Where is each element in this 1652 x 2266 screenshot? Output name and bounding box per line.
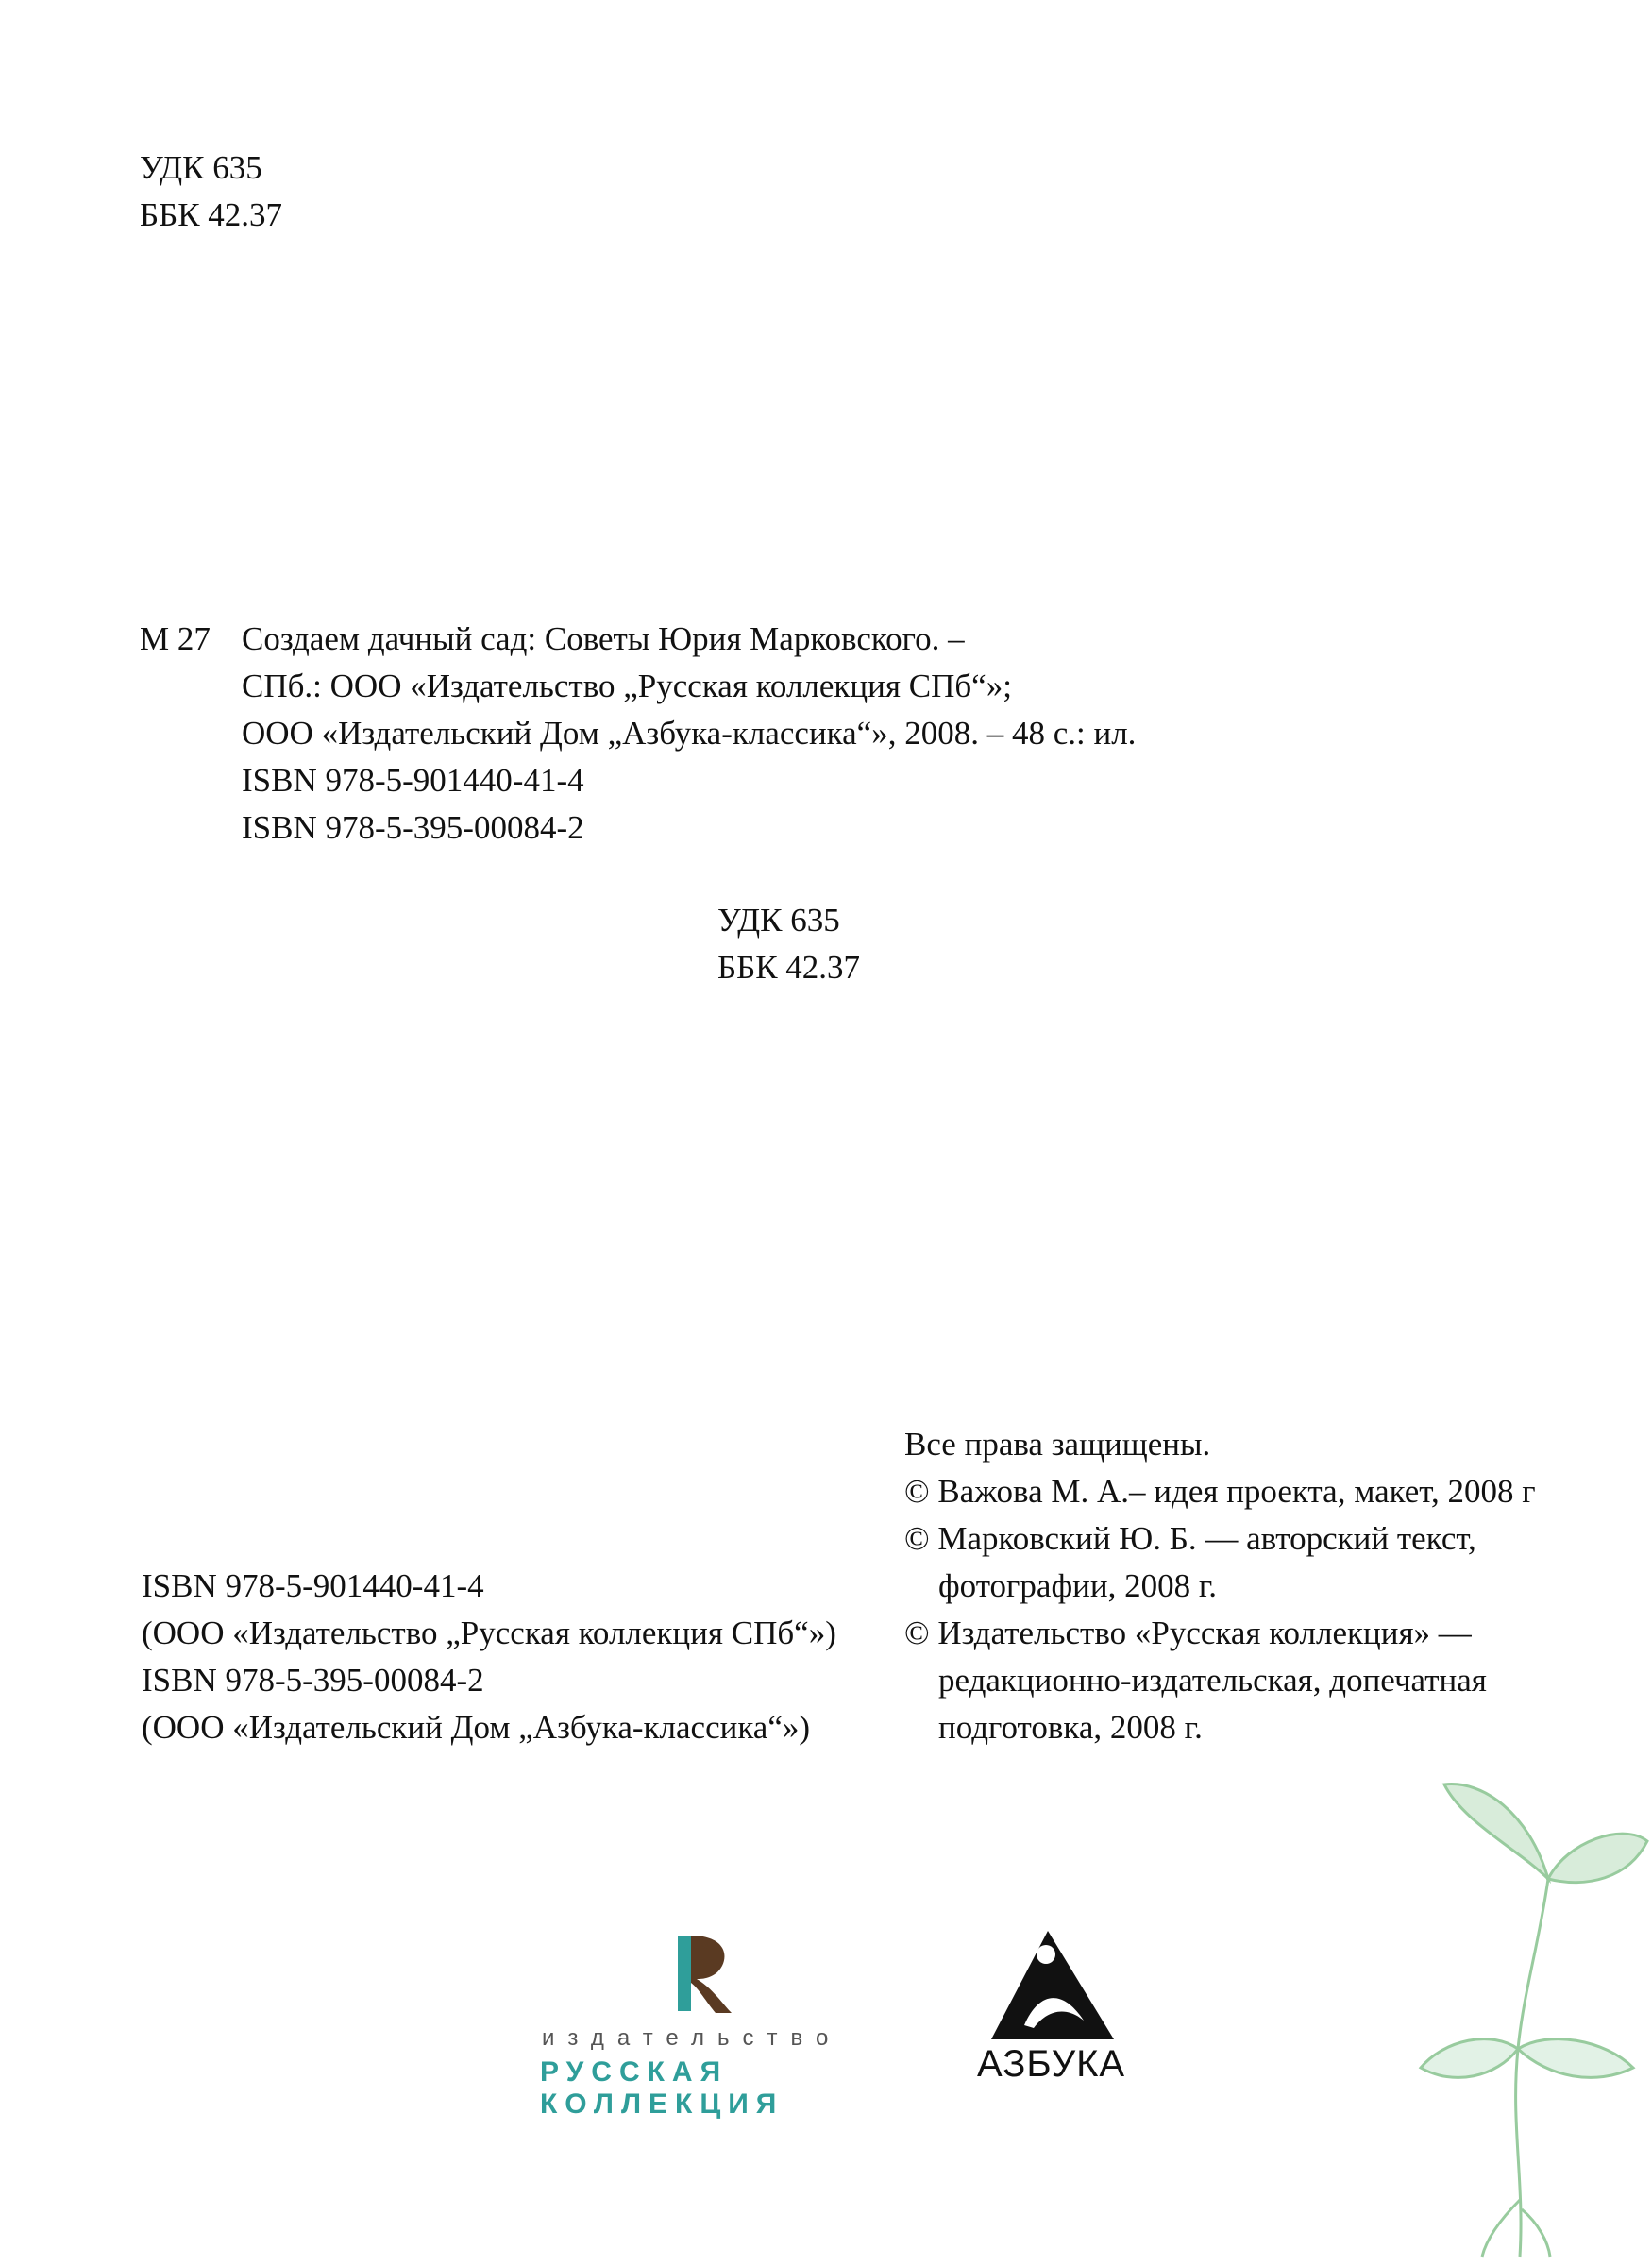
copyright-line: © Издательство «Русская коллекция» —: [904, 1615, 1472, 1651]
rk-big-text: РУССКАЯ КОЛЛЕКЦИЯ: [540, 2056, 784, 2120]
copyright-line: редакционно-издательская, допечатная: [938, 1662, 1487, 1699]
udk-bbk-top: [140, 144, 282, 239]
russkaya-kollektsiya-logo: [529, 1926, 887, 2120]
udk-code: УДК 635: [140, 149, 262, 186]
r-logo-icon: [529, 1926, 887, 2030]
copyright-line: подготовка, 2008 г.: [938, 1709, 1203, 1746]
bbk-code: ББК 42.37: [717, 949, 861, 986]
udk-code: УДК 635: [717, 902, 840, 939]
publisher-line: (ООО «Издательский Дом „Азбука-классика“»): [142, 1709, 811, 1746]
entry-isbn: ISBN 978-5-901440-41-4: [242, 762, 584, 799]
entry-line: ООО «Издательский Дом „Азбука-классика“», 2008. – 48 с.: ил.: [242, 715, 1137, 752]
copyright-line: фотографии, 2008 г.: [938, 1567, 1217, 1604]
udk-bbk-middle: [717, 897, 860, 991]
azbuka-logo: [972, 1926, 1133, 2096]
isbn-line: ISBN 978-5-901440-41-4: [142, 1567, 484, 1604]
copyright-line: © Важова М. А.– идея проекта, макет, 2008 г: [904, 1473, 1536, 1510]
azbuka-text: АЗБУКА: [977, 2043, 1126, 2085]
azbuka-triangle-icon: [972, 1926, 1133, 2044]
bbk-code: ББК 42.37: [140, 196, 283, 233]
isbn-line: ISBN 978-5-395-00084-2: [142, 1662, 484, 1699]
copyright-block: [904, 1421, 1536, 1751]
all-rights-reserved: Все права защищены.: [904, 1426, 1211, 1463]
seedling-icon: [1407, 1766, 1652, 2261]
rk-small-text: издательство: [542, 2025, 842, 2051]
author-mark: М 27: [140, 620, 211, 657]
seedling-illustration: [1407, 1766, 1652, 2261]
isbn-block: [142, 1563, 836, 1751]
publisher-line: (ООО «Издательство „Русская коллекция СПб“»): [142, 1615, 836, 1651]
copyright-line: © Марковский Ю. Б. — авторский текст,: [904, 1520, 1476, 1557]
entry-isbn: ISBN 978-5-395-00084-2: [242, 809, 584, 846]
entry-line: СПб.: ООО «Издательство „Русская коллекция СПб“»;: [242, 668, 1012, 704]
catalog-entry: [242, 616, 1136, 852]
entry-line: Создаем дачный сад: Советы Юрия Марковского. –: [242, 620, 965, 657]
